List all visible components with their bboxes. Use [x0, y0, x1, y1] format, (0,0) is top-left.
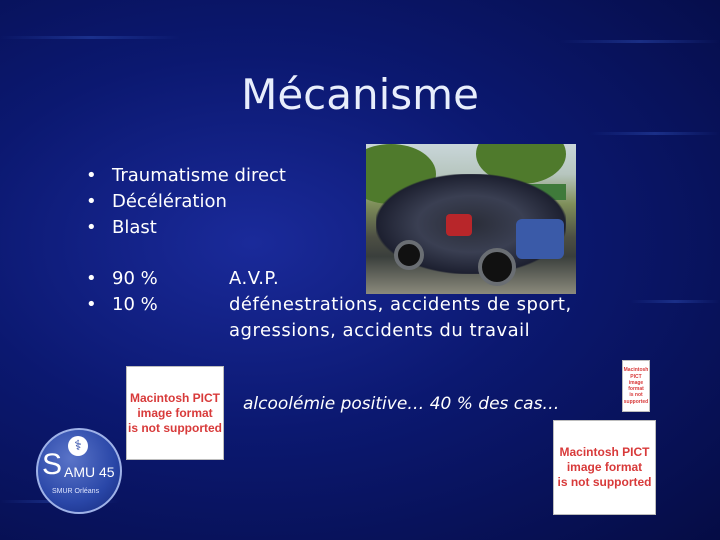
- slide-title: Mécanisme: [241, 70, 479, 119]
- logo-text: AMU 45: [64, 464, 115, 480]
- star-of-life-icon: ⚕: [68, 436, 88, 456]
- photo-blue-panel: [516, 219, 564, 259]
- bullet-10-percent: • 10 %: [86, 292, 158, 318]
- crashed-car-photo: [366, 144, 576, 294]
- pict-line: is not supported: [128, 420, 222, 435]
- pict-line: is not supported: [623, 392, 649, 405]
- pict-placeholder-small: [622, 360, 650, 412]
- background-streak: [630, 300, 720, 303]
- mechanism-list: [86, 163, 286, 241]
- detail-agressions: agressions, accidents du travail: [229, 320, 531, 341]
- detail-avp: A.V.P.: [229, 268, 280, 289]
- pict-line: Macintosh PICT: [129, 390, 220, 405]
- pict-line: image format: [628, 379, 644, 392]
- pict-line: image format: [566, 460, 643, 474]
- alcohol-note: alcoolémie positive… 40 % des cas…: [243, 394, 560, 414]
- logo-letter: S: [42, 448, 63, 481]
- bullet-traumatisme-direct: • Traumatisme direct: [86, 163, 286, 189]
- bullet-90-percent: • 90 %: [86, 266, 158, 292]
- detail-defenestrations: défénestrations, accidents de sport,: [229, 294, 572, 315]
- bullet-blast: • Blast: [86, 215, 286, 241]
- photo-red-part: [446, 214, 472, 236]
- photo-wheel: [394, 240, 424, 270]
- percent-list: [86, 266, 158, 318]
- bullet-deceleration: • Décélération: [86, 189, 286, 215]
- pict-line: Macintosh PICT: [623, 367, 649, 380]
- pict-line: is not supported: [557, 475, 652, 489]
- background-streak: [590, 132, 720, 135]
- pict-placeholder-left: [126, 366, 224, 460]
- pict-placeholder-right: [553, 420, 656, 515]
- photo-wheel: [478, 248, 516, 286]
- samu-45-logo: [36, 428, 122, 514]
- logo-subtitle: SMUR Orléans: [52, 488, 100, 495]
- background-streak: [560, 40, 720, 43]
- pict-line: Macintosh PICT: [559, 445, 650, 459]
- background-streak: [0, 36, 180, 39]
- pict-line: image format: [137, 405, 213, 420]
